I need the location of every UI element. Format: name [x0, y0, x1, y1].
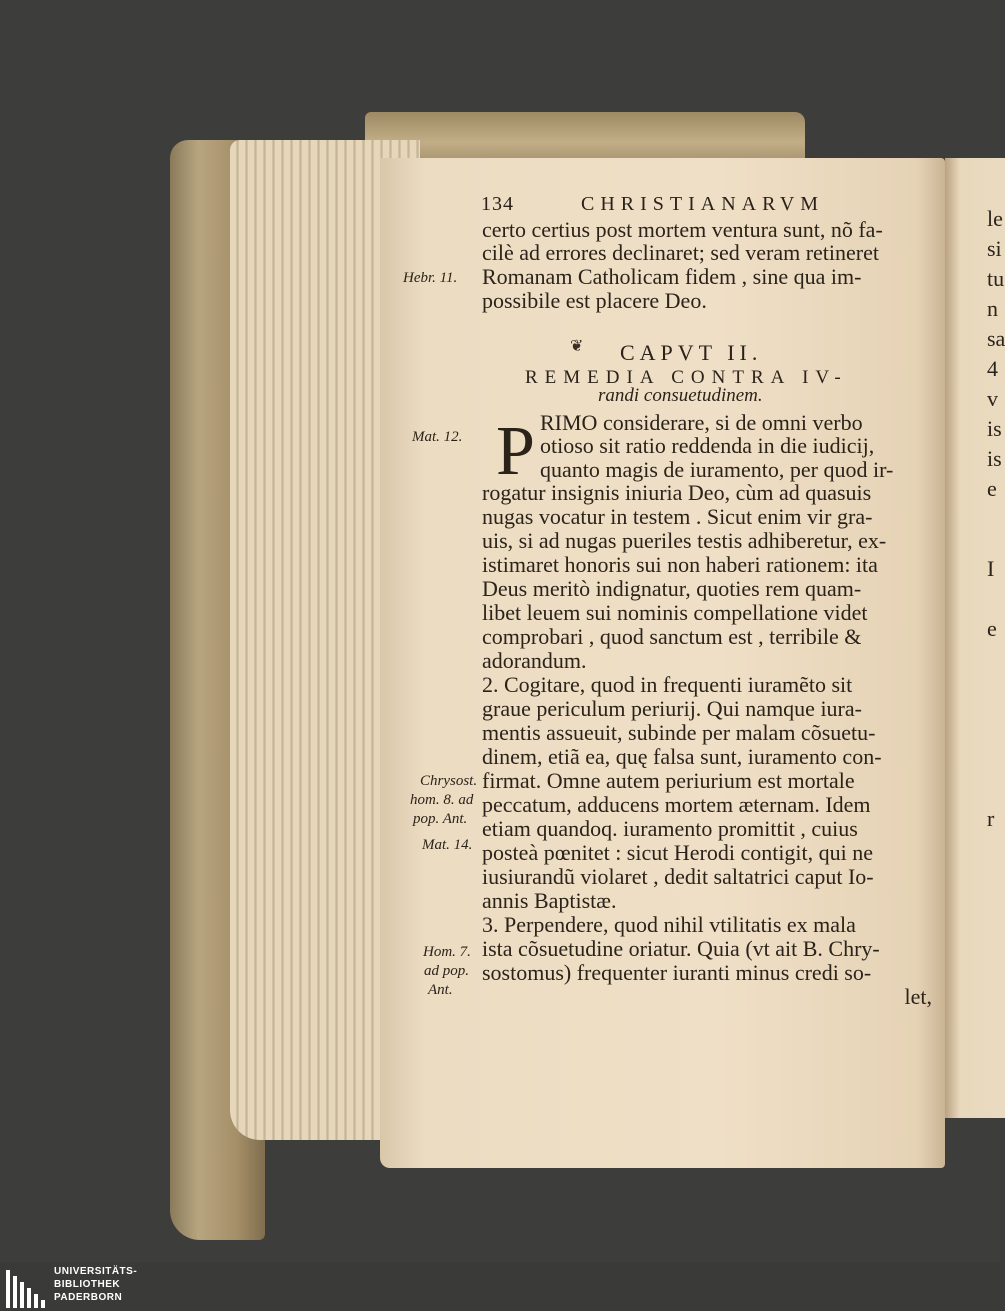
margin-note: pop. Ant.: [413, 811, 468, 827]
library-logo-icon: [6, 1266, 48, 1308]
facing-char: e: [987, 476, 997, 501]
margin-note: Hebr. 11.: [403, 270, 458, 286]
margin-note: Mat. 14.: [422, 837, 473, 853]
text-line: certo certius post mortem ventura sunt, nõ fa-: [482, 217, 883, 242]
drop-capital: P: [496, 413, 535, 490]
facing-char: e: [987, 616, 997, 641]
book-spine-top: [365, 112, 805, 162]
facing-char: n: [987, 296, 998, 321]
text-line: libet leuem sui nominis compellatione videt: [482, 600, 868, 625]
margin-note: Chrysost.: [420, 773, 478, 789]
ornament-icon: ❦: [570, 338, 584, 355]
facing-char: sa: [987, 326, 1005, 351]
running-title: CHRISTIANARVM: [581, 193, 825, 215]
logo-line: BIBLIOTHEK: [54, 1279, 121, 1290]
chapter-heading: CAPVT II.: [620, 340, 763, 365]
logo-line: UNIVERSITÄTS-: [54, 1266, 138, 1277]
margin-note: hom. 8. ad: [410, 792, 474, 808]
text-line: nugas vocatur in testem . Sicut enim vir gra-: [482, 504, 873, 529]
facing-char: si: [987, 236, 1002, 261]
text-line: etiam quandoq. iuramento promittit , cuius: [482, 816, 858, 841]
text-line: possibile est placere Deo.: [482, 288, 707, 313]
logo-line: PADERBORN: [54, 1292, 123, 1303]
text-line: ista cõsuetudine oriatur. Quia (vt ait B. Chry-: [482, 936, 880, 961]
facing-page: [945, 158, 1005, 1118]
text-line: otioso sit ratio reddenda in die iudicij,: [540, 433, 875, 458]
text-line: Deus meritò indignatur, quoties rem quam-: [482, 576, 862, 601]
text-line: istimaret honoris sui non haberi rationem: ita: [482, 552, 878, 577]
margin-note: Hom. 7.: [423, 944, 471, 960]
text-line: sostomus) frequenter iuranti minus credi so-: [482, 960, 872, 985]
facing-char: is: [987, 446, 1002, 471]
text-line: let,: [904, 984, 932, 1009]
facing-char: v: [987, 386, 998, 411]
facing-char: le: [987, 206, 1003, 231]
margin-note: Ant.: [428, 982, 453, 998]
text-line: RIMO considerare, si de omni verbo: [540, 410, 863, 435]
text-line: uis, si ad nugas pueriles testis adhiberetur, ex-: [482, 528, 887, 553]
text-line: dinem, etiã ea, quę falsa sunt, iuramento con-: [482, 744, 882, 769]
text-line: rogatur insignis iniuria Deo, cùm ad quasuis: [482, 480, 872, 505]
text-line: firmat. Omne autem periurium est mortale: [482, 768, 855, 793]
facing-char: 4: [987, 356, 998, 381]
text-line: 3. Perpendere, quod nihil vtilitatis ex mala: [482, 912, 856, 937]
text-line: graue periculum periurij. Qui namque iura-: [482, 696, 862, 721]
facing-char: is: [987, 416, 1002, 441]
margin-note: Mat. 12.: [412, 429, 463, 445]
text-line: 2. Cogitare, quod in frequenti iuramẽto sit: [482, 672, 853, 697]
chapter-title: REMEDIA CONTRA IV-: [525, 367, 848, 388]
text-line: mentis assueuit, subinde per malam cõsuetu-: [482, 720, 876, 745]
page-number: 134: [481, 193, 514, 215]
text-line: peccatum, adducens mortem æternam. Idem: [482, 792, 871, 817]
chapter-subtitle: randi consuetudinem.: [598, 385, 763, 406]
facing-char: I: [987, 556, 995, 581]
text-line: posteà pœnitet : sicut Herodi contigit, qui ne: [482, 840, 874, 865]
text-line: annis Baptistæ.: [482, 888, 617, 913]
text-line: comprobari , quod sanctum est , terribile &: [482, 624, 862, 649]
text-line: cilè ad errores declinaret; sed veram retineret: [482, 240, 879, 265]
facing-char: tu: [987, 266, 1005, 291]
text-line: Romanam Catholicam fidem , sine qua im-: [482, 264, 862, 289]
text-line: adorandum.: [482, 648, 587, 673]
text-line: quanto magis de iuramento, per quod ir-: [540, 457, 894, 482]
text-line: iusiurandũ violaret , dedit saltatrici caput Io-: [482, 864, 874, 889]
library-logo-text: [54, 1265, 174, 1304]
facing-char: r: [987, 806, 995, 831]
margin-note: ad pop.: [424, 963, 469, 979]
